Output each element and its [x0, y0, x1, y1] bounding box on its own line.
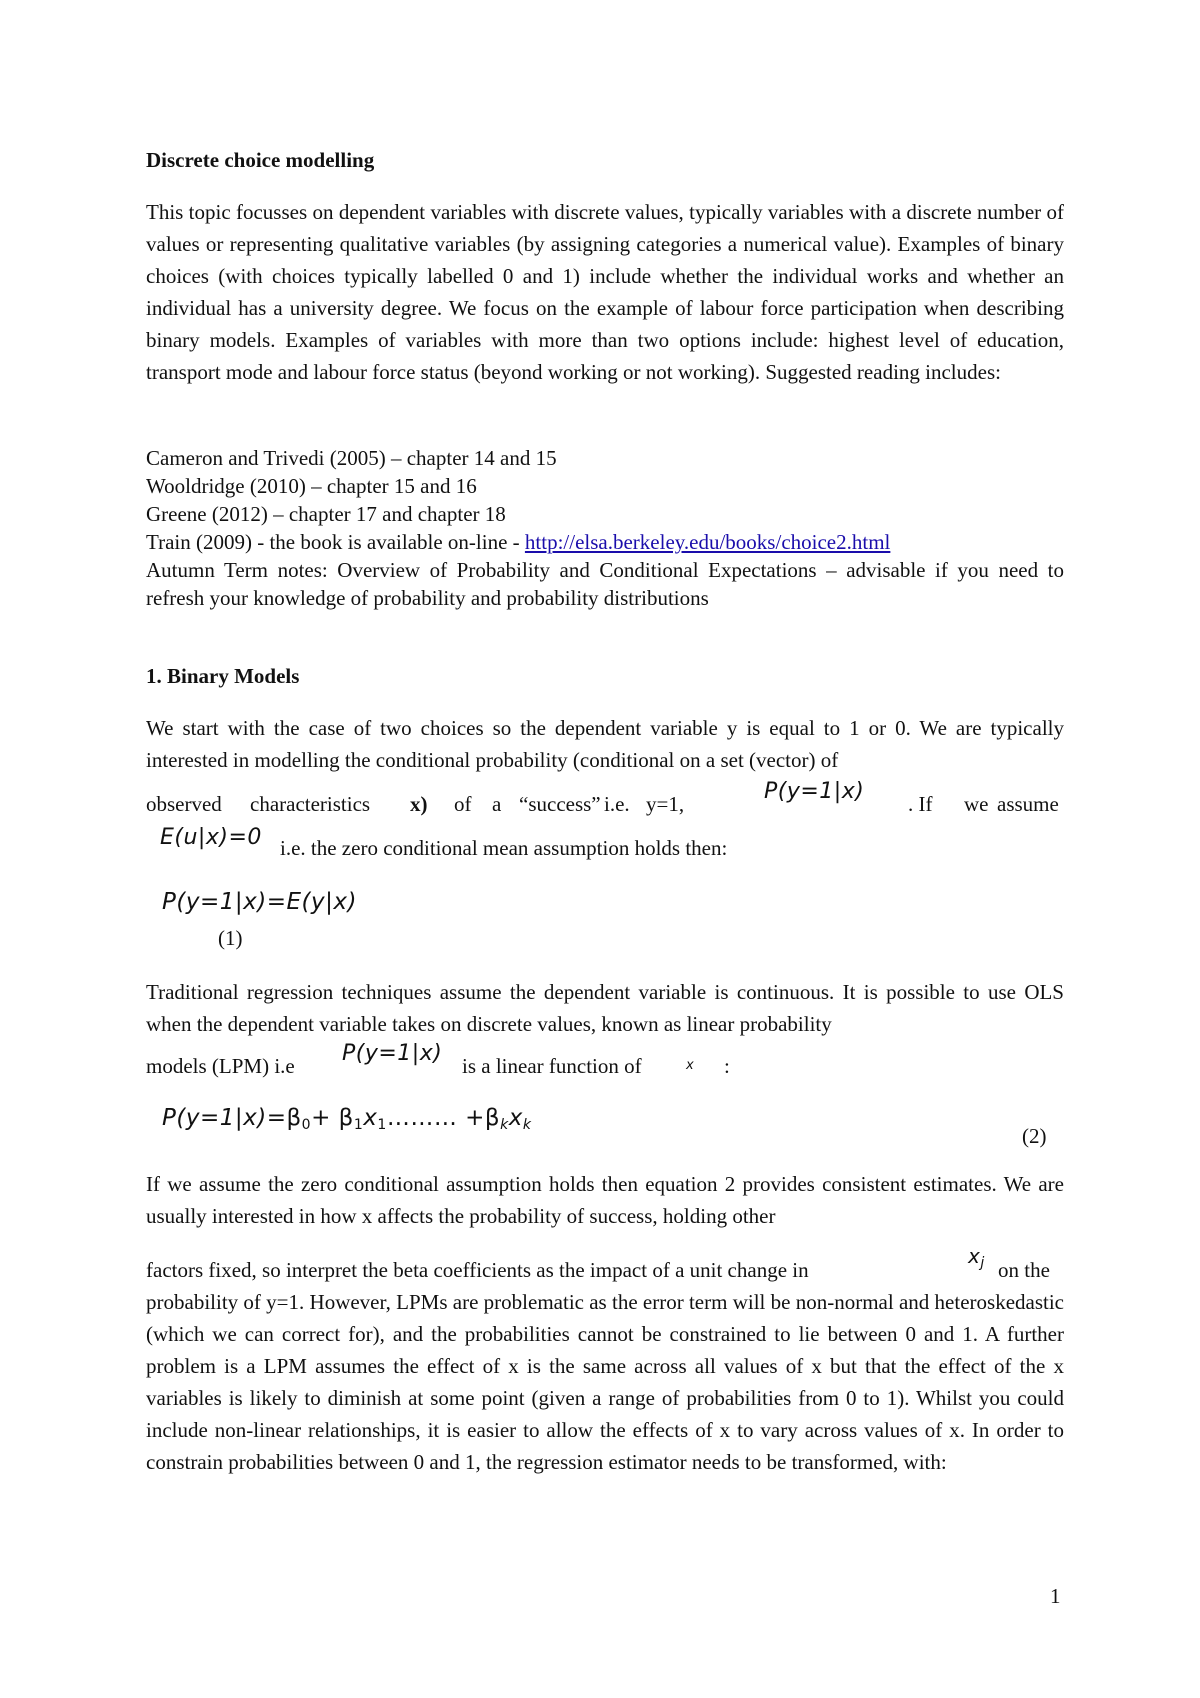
zero-mean-line: E(u|x)=0 i.e. the zero conditional mean assumption holds then:	[146, 826, 1064, 866]
equation-1	[146, 886, 1064, 956]
equation-2-number: (2)	[1022, 1124, 1047, 1148]
reference-item-train	[146, 528, 1064, 556]
binary-intro-paragraph: We start with the case of two choices so the dependent variable y is equal to 1 or 0. We are typically interested in modelling the conditional probability (conditional on a set (vector) of	[146, 716, 1064, 772]
reference-item: Cameron and Trivedi (2005) – chapter 14 and 15	[146, 446, 557, 470]
intro-paragraph: This topic focusses on dependent variables with discrete values, typically variables with a discrete number of values or representing qualitative variables (by assigning categories a numerical value). Examples of binary choices (with choices typically labelled 0 and 1) include whether the individual works and whether an individual has a university degree. We focus on the example of labour force participation when describing binary models. Examples of variables with more than two options include: highest level of education, transport mode and labour force status (beyond working or not working). Suggested reading includes:	[146, 200, 1064, 384]
equation-1-body: P(y=1|x)=E(y|x)	[162, 889, 357, 915]
lpm-line: models (LPM) i.e P(y=1|x) is a linear function of x :	[146, 1040, 1064, 1080]
xj-variable: $x_j$	[968, 1244, 985, 1271]
section-heading: 1. Binary Models	[146, 664, 300, 688]
lpm-prob-expr: P(y=1|x)	[342, 1041, 443, 1066]
document-page: Discrete choice modelling This topic focusses on dependent variables with discrete values, typically variables with a discrete number of values or representing qualitative variables (by assigning categories a numerical value). Examples of binary choices (with choices typically labelled 0 and 1) include whether the individual works and whether an individual has a university degree. We focus on the example of labour force participation when describing binary models. Examples of variables with more than two options include: highest level of education, transport mode and labour force status (beyond working or not working). Suggested reading includes: Cameron and Trivedi (2005) – chapter 14 and 15 Wooldridge (2010) – chapter 15 and 16 Greene (2012) – chapter 17 and chapter 18 Train (2009) - the book is available on-line - http://elsa.berkeley.edu/books/choice2.html Autumn Term notes: Overview of Probability and Conditional Expectations – advisable if you need to refresh your knowledge of probability and probability distributions 1. Binary Models We start with the case of two choices so the dependent variable y is equal to 1 or 0. We are typically interested in modelling the conditional probability (conditional on a set (vector) of observed characteristics x) of a “success” i.e. y=1, P(y=1|x) . If we assume E(u|x)=0 i.e. the zero conditional mean assumption holds then: P(y=1|x)=E(y|x) (1) Traditional regression techniques assume the dependent variable is continuous. It is possible to use OLS when the dependent variable takes on discrete values, known as linear probability models (LPM) i.e P(y=1|x) is a linear function of x : $P(y=1|x)=\beta_0+$ $\beta_1x_1\dots\dots\dots +\beta_kx_k$ (2) If we assume the zero conditional assumption holds then equation 2 provides consistent estimates. We are usually interested in how x affects the probability of success, holding other factors fixed, so interpret the beta coefficients as the impact of a unit change in $x_j$ on the probability of y=1. However, LPMs are problematic as the error term will be non-normal and heteroskedastic (which we can correct for), and the probabilities cannot be constrained to lie between 0 and 1. A further problem is a LPM assumes the effect of x is the same across all values of x but that the effect of the x variables is likely to diminish at some point (given a range of probabilities from 0 to 1). Whilst you could include non-linear relationships, it is easier to allow the effects of x to vary across values of x. In order to constrain probabilities between 0 and 1, the regression estimator needs to be transformed, with: 1	[0, 0, 1200, 1698]
equation-1-number: (1)	[218, 926, 243, 950]
reading-list	[146, 444, 1064, 556]
equation-2	[146, 1102, 1064, 1152]
lpm-problems-paragraph: probability of y=1. However, LPMs are problematic as the error term will be non-normal and heteroskedastic (which we can correct for), and the probabilities cannot be constrained to lie between 0 and 1. A further problem is a LPM assumes the effect of x is the same across all values of x but that the effect of the x variables is likely to diminish at some point (given a range of probabilities from 0 to 1). Whilst you could include non-linear relationships, it is easier to allow the effects of x to vary across values of x. In order to constrain probabilities between 0 and 1, the regression estimator needs to be transformed, with:	[146, 1290, 1064, 1474]
conditional-prob-expr: P(y=1|x)	[764, 779, 865, 804]
equation-2-body: $P(y=1|x)=\beta_0+$ $\beta_1x_1\dots\dots\dots +\beta_kx_k$	[162, 1105, 532, 1133]
lpm-paragraph: Traditional regression techniques assume the dependent variable is continuous. It is possible to use OLS when the dependent variable takes on discrete values, known as linear probability	[146, 980, 1064, 1036]
reference-item: Greene (2012) – chapter 17 and chapter 18	[146, 502, 506, 526]
reference-item: Wooldridge (2010) – chapter 15 and 16	[146, 474, 477, 498]
document-title: Discrete choice modelling	[146, 148, 375, 172]
beta-line: factors fixed, so interpret the beta coefficients as the impact of a unit change in $x_j$ on the	[146, 1244, 1064, 1284]
train-book-link[interactable]: http://elsa.berkeley.edu/books/choice2.html	[524, 530, 891, 554]
interpretation-paragraph: If we assume the zero conditional assumption holds then equation 2 provides consistent estimates. We are usually interested in how x affects the probability of success, holding other	[146, 1172, 1064, 1228]
page-number: 1	[1050, 1584, 1061, 1608]
autumn-notes-ref: Autumn Term notes: Overview of Probability and Conditional Expectations – advisable if you need to refresh your knowledge of probability and probability distributions	[146, 558, 1064, 610]
train-ref-text: Train (2009) - the book is available on-line -	[146, 530, 525, 554]
zero-mean-expr: E(u|x)=0	[160, 825, 262, 850]
x-variable: x	[686, 1058, 695, 1073]
